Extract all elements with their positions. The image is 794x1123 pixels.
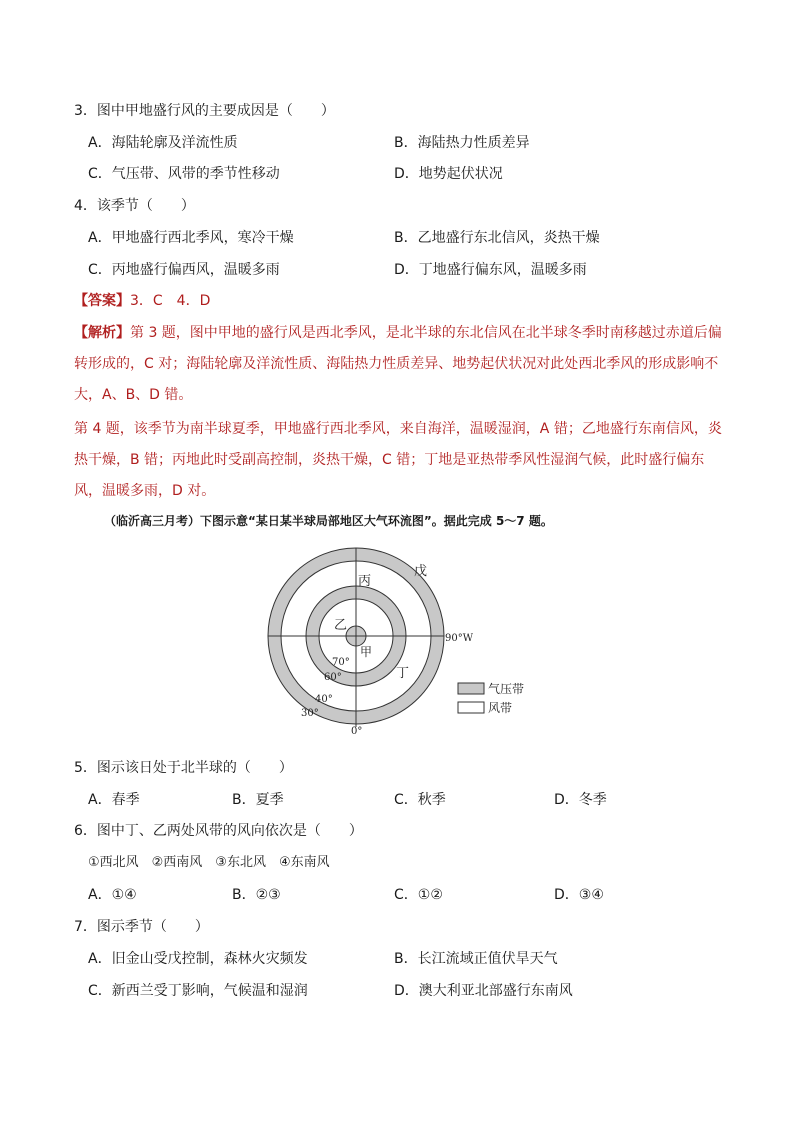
q4-stem: 4．该季节（ ）: [74, 198, 195, 214]
q6-option-d: D．③④: [554, 887, 604, 903]
answer-line: [74, 291, 210, 311]
legend-swatch-wind: [458, 702, 484, 713]
q7-option-b: B．长江流域正值伏旱天气: [394, 951, 558, 967]
label-30: 30°: [301, 708, 319, 719]
q6-option-a: A．①④: [88, 887, 137, 903]
label-60: 60°: [324, 672, 342, 683]
q7-option-c: C．新西兰受丁影响，气候温和湿润: [88, 983, 308, 999]
q3-option-b: B．海陆热力性质差异: [394, 135, 530, 151]
label-70: 70°: [332, 657, 350, 668]
q4-option-a: A．甲地盛行西北季风，寒冷干燥: [88, 230, 294, 246]
q3-option-d: D．地势起伏状况: [394, 166, 503, 182]
q6-choice-list: ①西北风 ②西南风 ③东北风 ④东南风: [88, 855, 330, 870]
q4-option-d: D．丁地盛行偏东风，温暖多雨: [394, 262, 587, 278]
legend-label-pressure: 气压带: [488, 682, 525, 696]
q4-option-b: B．乙地盛行东北信风，炎热干燥: [394, 230, 600, 246]
label-bing: 丙: [358, 574, 372, 589]
label-ding: 丁: [396, 666, 410, 681]
q3-option-a: A．海陆轮廓及洋流性质: [88, 135, 238, 151]
circulation-diagram: [262, 545, 532, 737]
q7-stem: 7．图示季节（ ）: [74, 919, 209, 935]
label-jia: 甲: [360, 645, 373, 659]
label-yi: 乙: [334, 618, 348, 633]
label-40: 40°: [315, 694, 333, 705]
q6-option-b: B．②③: [232, 887, 281, 903]
analysis-text-1: 第 3 题，图中甲地的盛行风是西北季风，是北半球的东北信风在北半球冬季时南移越过赤道后偏转形成的，C 对；海陆轮廓及洋流性质、海陆热力性质差异、地势起伏状况对此处西北季风的形成影响不大，A、B、D 错。: [74, 325, 722, 403]
q5-option-a: A．春季: [88, 792, 140, 808]
q6-stem: 6．图中丁、乙两处风带的风向依次是（ ）: [74, 823, 363, 839]
q3-option-c: C．气压带、风带的季节性移动: [88, 166, 280, 182]
source-line: （临沂高三月考）下图示意“某日某半球局部地区大气环流图”。据此完成 5～7 题。: [104, 514, 553, 528]
label-0: 0°: [351, 726, 363, 737]
legend-swatch-pressure: [458, 683, 484, 694]
analysis-paragraph-2: 第 4 题，该季节为南半球夏季，甲地盛行西北季风，来自海洋，温暖湿润，A 错；乙地盛行东南信风，炎热干燥，B 错；丙地此时受副高控制，炎热干燥，C 错；丁地是亚热带季风性湿润气候，此时盛行偏东风，温暖多雨，D 对。: [74, 421, 722, 499]
answer-tag: 【答案】: [74, 293, 130, 309]
label-90w: 90°W: [445, 633, 474, 644]
q5-option-c: C．秋季: [394, 792, 446, 808]
legend-label-wind: 风带: [488, 701, 513, 715]
label-wu: 戊: [414, 564, 428, 579]
q3-stem: 3．图中甲地盛行风的主要成因是（ ）: [74, 103, 335, 119]
analysis-paragraph-1: [74, 318, 724, 411]
q7-option-d: D．澳大利亚北部盛行东南风: [394, 983, 573, 999]
diagram-legend: [458, 681, 524, 715]
q7-option-a: A．旧金山受戊控制，森林火灾频发: [88, 951, 308, 967]
q5-stem: 5．图示该日处于北半球的（ ）: [74, 760, 293, 776]
q4-option-c: C．丙地盛行偏西风，温暖多雨: [88, 262, 280, 278]
q6-option-c: C．①②: [394, 887, 443, 903]
analysis-tag: 【解析】: [74, 325, 130, 341]
answer-text: 3．C 4．D: [130, 293, 211, 309]
q5-option-b: B．夏季: [232, 792, 284, 808]
q5-option-d: D．冬季: [554, 792, 607, 808]
